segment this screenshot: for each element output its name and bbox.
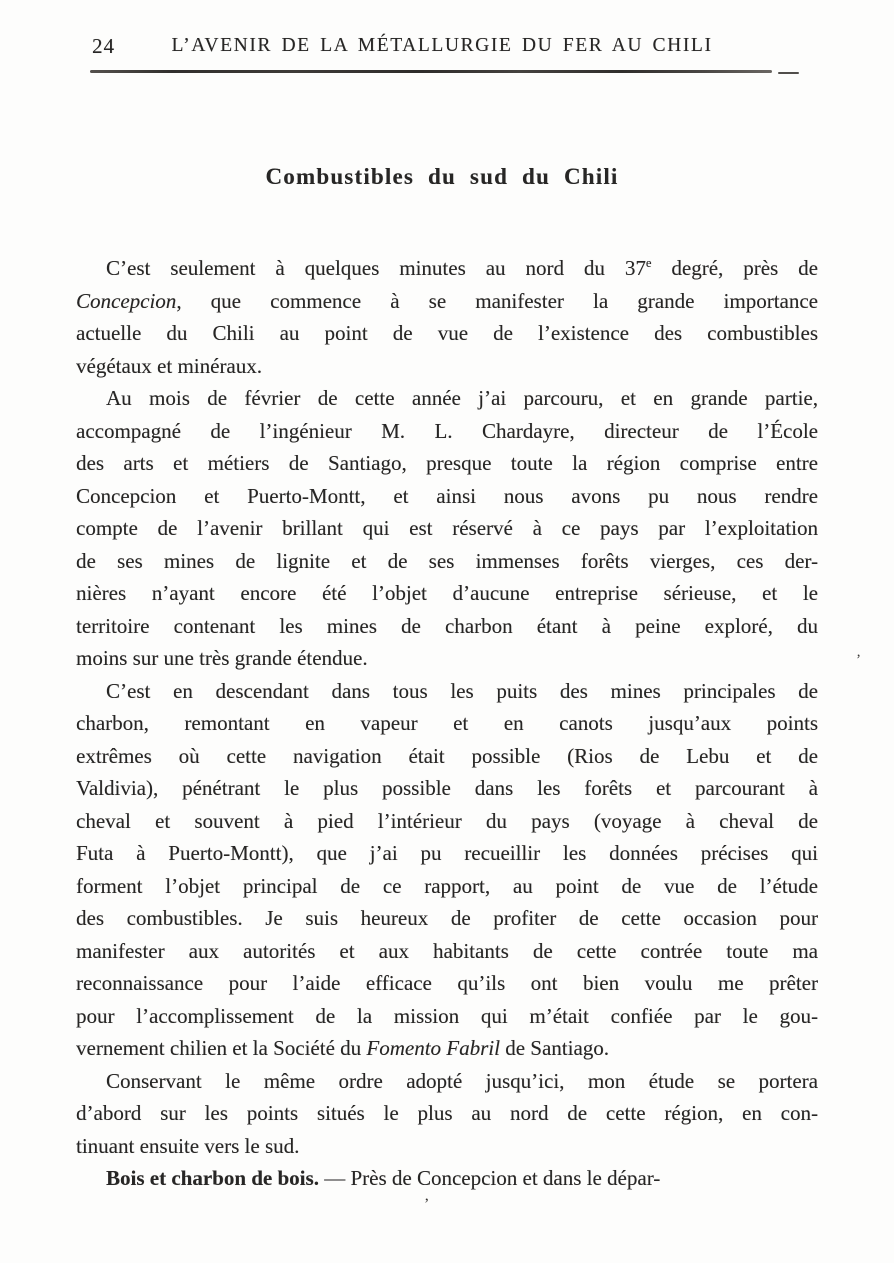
text-line (76, 902, 818, 935)
text-line (76, 512, 818, 545)
text-line (76, 1000, 818, 1033)
text-run: charbon, remontant en vapeur et en canots jusqu’aux points (76, 711, 818, 735)
text-run: cheval et souvent à pied l’intérieur du pays (voyage à cheval de (76, 808, 818, 833)
text-run: C’est seulement à quelques minutes au nord du 37 (106, 256, 646, 280)
text-line (76, 707, 818, 740)
text-line (76, 480, 818, 513)
text-run: e (645, 256, 652, 270)
text-line (76, 1032, 818, 1065)
text-line (76, 382, 818, 415)
text-line (76, 935, 818, 968)
text-run: tinuant ensuite vers le sud. (76, 1133, 300, 1158)
text-line (76, 350, 818, 383)
text-line (76, 805, 818, 838)
text-line (76, 1130, 818, 1163)
text-run: des arts et métiers de Santiago, presque toute la région comprise entre (76, 451, 818, 475)
body-text (76, 252, 818, 1195)
text-line (76, 870, 818, 903)
text-line (76, 252, 818, 285)
text-run: actuelle du Chili au point de vue de l’existence des combustibles (76, 321, 818, 345)
text-line (76, 642, 818, 675)
running-title: L’AVENIR DE LA MÉTALLURGIE DU FER AU CHILI (171, 35, 713, 56)
text-run: Conservant le même ordre adopté jusqu’ici, mon étude se portera (106, 1068, 818, 1093)
text-line (76, 1065, 818, 1098)
text-line (76, 772, 818, 805)
section-title: Combustibles du sud du Chili (265, 164, 619, 189)
text-run: vernement chilien et la Société du (76, 1036, 367, 1060)
text-run: degré, près de (651, 256, 818, 280)
text-run: Bois et charbon de bois. (106, 1166, 319, 1190)
text-line (76, 740, 818, 773)
text-run: de Santiago. (499, 1036, 610, 1060)
ink-speck-footer: ’ (424, 1196, 430, 1213)
text-run: — Près de Concepcion et dans le dépar- (318, 1166, 661, 1190)
text-run: d’abord sur les points situés le plus au nord de cette région, en con- (76, 1101, 818, 1125)
text-run: forment l’objet principal de ce rapport, au point de vue de l’étude (76, 873, 818, 898)
text-run: Au mois de février de cette année j’ai parcouru, et en grande partie, (106, 386, 818, 410)
text-line (76, 447, 818, 480)
text-run: végétaux et minéraux. (76, 353, 263, 378)
text-run: pour l’accomplissement de la mission qui m’était confiée par le gou- (76, 1003, 818, 1028)
text-run: accompagné de l’ingénieur M. L. Chardayre, directeur de l’École (76, 418, 818, 443)
text-line (76, 1162, 818, 1195)
text-run: C’est en descendant dans tous les puits des mines principales de (106, 678, 818, 703)
text-run: reconnaissance pour l’aide efficace qu’ils ont bien voulu me prêter (76, 971, 818, 995)
text-run: compte de l’avenir brillant qui est réservé à ce pays par l’exploitation (76, 516, 818, 540)
text-run: territoire contenant les mines de charbon étant à peine exploré, du (76, 613, 818, 638)
text-line (76, 577, 818, 610)
text-run: Concepcion et Puerto-Montt, et ainsi nous avons pu nous rendre (76, 483, 818, 508)
ink-speck-margin: ’ (856, 652, 861, 668)
text-run: , que commence à se manifester la grande importance (176, 288, 818, 313)
text-line (76, 610, 818, 643)
text-run: des combustibles. Je suis heureux de profiter de cette occasion pour (76, 906, 818, 930)
text-line (76, 837, 818, 870)
text-run: Futa à Puerto-Montt), que j’ai pu recueillir les données précises qui (76, 841, 818, 865)
text-run: Fomento Fabril (366, 1036, 500, 1060)
text-line (76, 545, 818, 578)
text-run: moins sur une très grande étendue. (76, 646, 368, 670)
text-run: manifester aux autorités et aux habitants de cette contrée toute ma (76, 938, 818, 963)
text-run: Concepcion (76, 288, 177, 313)
text-line (76, 285, 818, 318)
text-line (76, 1097, 818, 1130)
text-line (76, 675, 818, 708)
text-line (76, 967, 818, 1000)
text-run: extrêmes où cette navigation était possible (Rios de Lebu et de (76, 743, 818, 768)
page-number: 24 (92, 34, 115, 58)
header-rule (90, 70, 772, 73)
text-run: de ses mines de lignite et de ses immenses forêts vierges, ces der- (76, 548, 818, 573)
text-run: Valdivia), pénétrant le plus possible dans les forêts et parcourant à (76, 776, 818, 800)
text-line (76, 415, 818, 448)
header-rule-dash (778, 72, 799, 74)
text-run: nières n’ayant encore été l’objet d’aucune entreprise sérieuse, et le (76, 581, 818, 605)
text-line (76, 317, 818, 350)
